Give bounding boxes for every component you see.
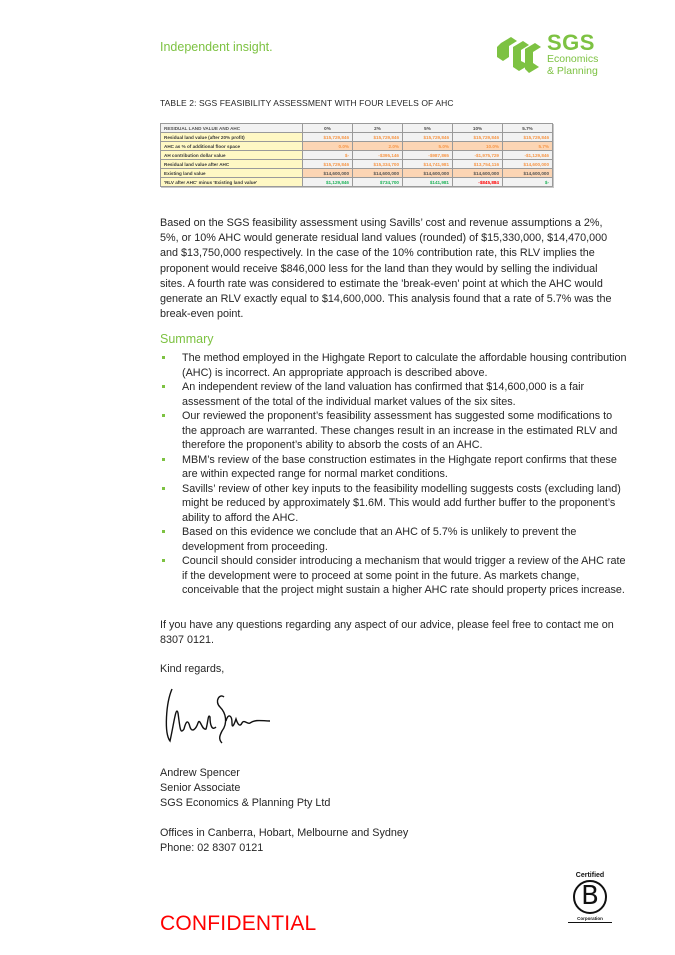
row-label: Residual land value after AHC [161,160,303,169]
signatory-title: Senior Associate [160,782,241,794]
table-cell: $15,729,846 [303,133,353,142]
column-header: 10% [453,124,503,133]
table-cell: $15,729,846 [303,160,353,169]
row-label: AH contribution dollar value [161,151,303,160]
row-label: Residual land value (after 20% profit) [161,133,303,142]
summary-item-text: Our reviewed the proponent’s feasibility assessment has suggested some modifications to the approach are warranted. These changes result in an increase in the estimated RLV and therefore the proponent’s ability to absorb the costs of an AHC. [182,410,618,451]
table-cell: $14,741,981 [403,160,453,169]
table-cell: -$987,865 [403,151,453,160]
feasibility-table [160,123,553,187]
summary-item [160,380,630,409]
table-cell: $734,700 [353,178,403,187]
signature-image [162,683,272,745]
bullet-icon [162,356,165,359]
table-row [161,133,553,142]
table-cell: $15,334,700 [353,160,403,169]
table-cell: 0.0% [303,142,353,151]
summary-item [160,453,630,482]
bullet-icon [162,385,165,388]
offices-line: Offices in Canberra, Hobart, Melbourne and Sydney [160,827,409,839]
confidential-label: CONFIDENTIAL [160,912,317,935]
table-cell: $14,600,000 [403,169,453,178]
summary-item [160,482,630,526]
summary-item [160,525,630,554]
table-row [161,151,553,160]
bcorp-logo [568,872,612,923]
column-header: 5% [403,124,453,133]
logo-line1: Economics [547,53,599,66]
summary-item [160,409,630,453]
bcorp-b-icon: B [573,880,607,914]
summary-item-text: Based on this evidence we conclude that an AHC of 5.7% is unlikely to prevent the development from proceeding. [182,526,577,553]
sgs-logo-icon [495,35,543,75]
signatory-company: SGS Economics & Planning Pty Ltd [160,797,331,809]
table-cell: $- [303,151,353,160]
row-label: AHC as % of additional floor space [161,142,303,151]
closing: Kind regards, [160,663,225,675]
table-cell: $14,600,000 [453,169,503,178]
table-cell: $141,981 [403,178,453,187]
table-cell: 5.0% [403,142,453,151]
logo-name: SGS [547,30,595,56]
table-cell: $15,729,846 [353,133,403,142]
summary-item-text: An independent review of the land valuation has confirmed that $14,600,000 is a fair assessment of the total of the individual market values of the six sites. [182,381,585,408]
summary-item-text: MBM’s review of the base construction estimates in the Highgate report confirms that these are within expected range for normal market conditions. [182,453,617,480]
table-title: TABLE 2: SGS FEASIBILITY ASSESSMENT WITH FOUR LEVELS OF AHC [160,98,454,108]
signatory-name: Andrew Spencer [160,767,240,779]
row-label: 'RLV after AHC' minus 'Existing land value' [161,178,303,187]
table-header-row [161,124,553,133]
bcorp-corporation-text: Corporation [568,916,612,923]
table-cell: $- [503,178,553,187]
column-header: 0% [303,124,353,133]
table-row [161,169,553,178]
summary-item [160,554,630,598]
bullet-icon [162,487,165,490]
table-cell: $15,729,846 [453,133,503,142]
table-cell: $14,600,000 [503,160,553,169]
bullet-icon [162,458,165,461]
bullet-icon [162,530,165,533]
tagline: Independent insight. [160,40,273,54]
table-cell: -$395,146 [353,151,403,160]
table-cell: $1,129,846 [303,178,353,187]
column-header: 5.7% [503,124,553,133]
summary-item [160,351,630,380]
contact-paragraph: If you have any questions regarding any aspect of our advice, please feel free to contact me on 8307 0121. [160,619,614,647]
table-cell: $15,729,846 [503,133,553,142]
bullet-icon [162,559,165,562]
table-cell: $15,729,846 [403,133,453,142]
table-cell: 5.7% [503,142,553,151]
table-cell: $14,600,000 [503,169,553,178]
table-cell: 10.0% [453,142,503,151]
bcorp-certified-text: Certified [575,872,605,879]
assessment-paragraph: Based on the SGS feasibility assessment using Savills’ cost and revenue assumptions a 2%, 5%, or 10% AHC would generate residual land values (rounded) of $15,330,000, $14,470,000 and $13,750,000 respectively. In the case of the 10% contribution rate, this RLV implies the proponent would receive $846,000 less for the land than they would by selling the individual sites. A fourth rate was considered to estimate the 'break-even' point at which the AHC would generate an RLV exactly equal to $14,600,000. This analysis found that a rate of 5.7% was the break-even point. [160,217,612,321]
table-cell: -$845,884 [453,178,503,187]
summary-list [160,351,630,598]
summary-item-text: Council should consider introducing a mechanism that would trigger a review of the AHC rate if the development were to proceed at some point in the future. As markets change, conceivable that the project might sustain a higher AHC rate should property prices increase. [182,555,626,596]
sgs-logo [495,30,645,80]
summary-heading: Summary [160,332,214,346]
table-cell: -$1,975,729 [453,151,503,160]
column-header: 2% [353,124,403,133]
summary-item-text: The method employed in the Highgate Report to calculate the affordable housing contribution (AHC) is incorrect. An appropriate approach is described above. [182,352,627,379]
logo-line2: & Planning [547,65,598,77]
summary-item-text: Savills’ review of other key inputs to the feasibility modelling suggests costs (excluding land) might be reduced by approximately $1.6M. This would add further buffer to the proponent’s ability to afford the AHC. [182,482,621,524]
table-row [161,142,553,151]
table-cell: $13,754,116 [453,160,503,169]
row-label: Existing land value [161,169,303,178]
phone-line: Phone: 02 8307 0121 [160,842,264,854]
table-row [161,160,553,169]
table-row [161,178,553,187]
table-cell: 2.0% [353,142,403,151]
table-cell: $14,600,000 [303,169,353,178]
table-cell: $14,600,000 [353,169,403,178]
signature-block [160,766,408,856]
bullet-icon [162,414,165,417]
table-cell: -$1,129,846 [503,151,553,160]
table-header-label: RESIDUAL LAND VALUE AND AHC [161,124,303,133]
